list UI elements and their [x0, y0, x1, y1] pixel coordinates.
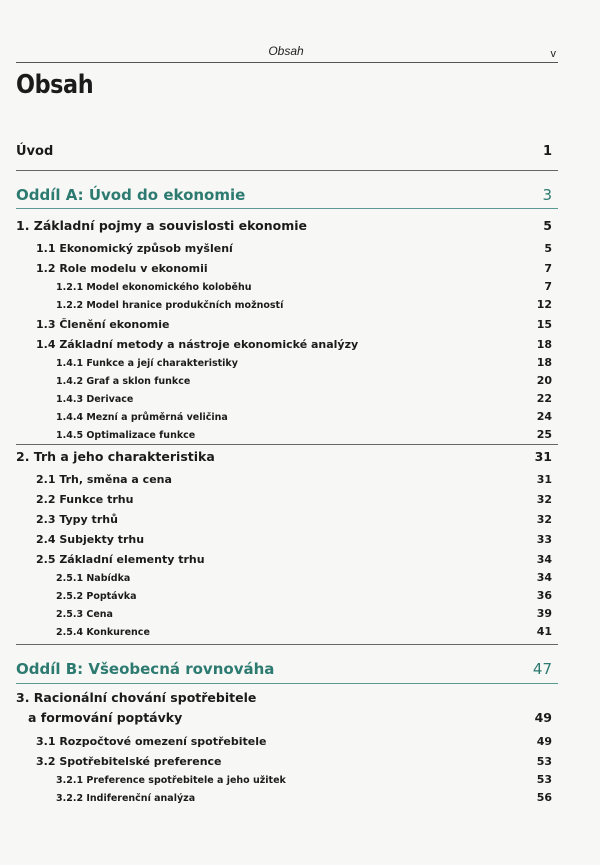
toc-entry-page: 1: [542, 144, 552, 159]
toc-section-b: [16, 660, 552, 678]
toc-entry-intro: [16, 144, 552, 159]
section-divider: [16, 208, 558, 209]
toc-entry-label: Oddíl B: Všeobecná rovnováha: [16, 660, 275, 678]
toc-subchapter: [16, 735, 552, 748]
toc-entry-page: 5: [544, 242, 552, 255]
toc-subsection: [16, 607, 552, 620]
toc-entry-label: 1.2 Role modelu v ekonomii: [36, 262, 208, 275]
toc-entry-label: 1.4.4 Mezní a průměrná veličina: [56, 412, 228, 423]
toc-subsection: [16, 589, 552, 602]
section-divider: [16, 170, 558, 171]
toc-subsection: [16, 356, 552, 369]
toc-entry-label: Oddíl A: Úvod do ekonomie: [16, 186, 246, 204]
toc-entry-label: 2.5 Základní elementy trhu: [36, 553, 205, 566]
toc-entry-page: 49: [536, 735, 552, 748]
toc-subsection: [16, 280, 552, 293]
toc-subchapter: [16, 533, 552, 546]
toc-entry-page: 34: [536, 571, 552, 584]
toc-entry-label: 2.5.2 Poptávka: [56, 591, 137, 602]
toc-entry-label: 2.3 Typy trhů: [36, 513, 118, 526]
toc-entry-label: 1.4.1 Funkce a její charakteristiky: [56, 358, 238, 369]
toc-chapter-continued: [16, 710, 552, 725]
toc-subsection: [16, 392, 552, 405]
toc-entry-label: 3.1 Rozpočtové omezení spotřebitele: [36, 735, 267, 748]
toc-entry-label: a formování poptávky: [28, 710, 183, 725]
toc-subsection: [16, 773, 552, 786]
section-divider: [16, 644, 558, 645]
toc-entry-page: 32: [536, 493, 552, 506]
toc-entry-page: 56: [536, 791, 552, 804]
toc-entry-page: 7: [544, 262, 552, 275]
toc-entry-label: 2.1 Trh, směna a cena: [36, 473, 172, 486]
toc-subchapter: [16, 755, 552, 768]
toc-entry-page: 49: [534, 710, 552, 725]
toc-subchapter: [16, 473, 552, 486]
toc-subsection: [16, 428, 552, 441]
toc-entry-page: 12: [536, 298, 552, 311]
toc-entry-page: 41: [536, 625, 552, 638]
toc-subsection: [16, 791, 552, 804]
toc-subchapter: [16, 262, 552, 275]
header-divider: [16, 62, 558, 63]
toc-entry-label: 1.4.3 Derivace: [56, 394, 134, 405]
toc-entry-page: 33: [536, 533, 552, 546]
toc-entry-label: 1.4.5 Optimalizace funkce: [56, 430, 196, 441]
toc-section-a: [16, 186, 552, 204]
toc-subchapter: [16, 318, 552, 331]
toc-entry-page: 25: [536, 428, 552, 441]
toc-entry-label: Úvod: [16, 144, 54, 159]
toc-subchapter: [16, 338, 552, 351]
toc-subsection: [16, 625, 552, 638]
toc-entry-label: 1.3 Členění ekonomie: [36, 318, 170, 331]
toc-entry-page: 22: [536, 392, 552, 405]
toc-entry-page: 15: [536, 318, 552, 331]
toc-entry-page: 31: [536, 473, 552, 486]
toc-entry-page: 53: [536, 773, 552, 786]
toc-subsection: [16, 374, 552, 387]
chapter-divider: [16, 444, 558, 445]
toc-entry-page: 32: [536, 513, 552, 526]
toc-entry-page: 3: [542, 186, 552, 204]
section-divider: [16, 683, 558, 684]
toc-entry-label: 2. Trh a jeho charakteristika: [16, 449, 215, 464]
toc-entry-label: 1.2.2 Model hranice produkčních možností: [56, 300, 284, 311]
toc-subsection: [16, 298, 552, 311]
toc-entry-page: 31: [534, 449, 552, 464]
toc-entry-label: 1.4.2 Graf a sklon funkce: [56, 376, 191, 387]
toc-entry-page: 18: [536, 338, 552, 351]
toc-entry-page: 18: [536, 356, 552, 369]
toc-entry-label: 2.5.4 Konkurence: [56, 627, 150, 638]
toc-entry-label: 2.4 Subjekty trhu: [36, 533, 145, 546]
toc-entry-label: 3.2.2 Indiferenční analýza: [56, 793, 196, 804]
toc-chapter: [16, 449, 552, 464]
toc-entry-page: 7: [544, 280, 552, 293]
toc-entry-label: 1.4 Základní metody a nástroje ekonomické analýzy: [36, 338, 359, 351]
toc-entry-label: 3.2 Spotřebitelské preference: [36, 755, 222, 768]
toc-subsection: [16, 410, 552, 423]
toc-entry-label: 2.5.1 Nabídka: [56, 573, 131, 584]
toc-subchapter: [16, 242, 552, 255]
toc-entry-page: 24: [536, 410, 552, 423]
toc-subchapter: [16, 513, 552, 526]
toc-entry-label: 1.2.1 Model ekonomického koloběhu: [56, 282, 252, 293]
toc-chapter: [16, 690, 552, 705]
toc-subchapter: [16, 553, 552, 566]
page-title: Obsah: [16, 70, 94, 100]
toc-entry-page: 47: [532, 660, 552, 678]
toc-entry-label: 1.1 Ekonomický způsob myšlení: [36, 242, 233, 255]
toc-entry-page: 20: [536, 374, 552, 387]
toc-entry-label: 2.5.3 Cena: [56, 609, 113, 620]
toc-entry-page: 34: [536, 553, 552, 566]
toc-chapter: [16, 218, 552, 233]
toc-entry-page: 5: [543, 218, 552, 233]
toc-entry-label: 3.2.1 Preference spotřebitele a jeho užitek: [56, 775, 286, 786]
toc-entry-page: 36: [536, 589, 552, 602]
toc-entry-page: 53: [536, 755, 552, 768]
toc-subchapter: [16, 493, 552, 506]
toc-entry-page: 39: [536, 607, 552, 620]
running-header-title: Obsah: [268, 44, 304, 58]
toc-subsection: [16, 571, 552, 584]
running-header-page-number: v: [550, 48, 556, 60]
toc-entry-label: 2.2 Funkce trhu: [36, 493, 134, 506]
toc-entry-label: 3. Racionální chování spotřebitele: [16, 690, 257, 705]
toc-entry-label: 1. Základní pojmy a souvislosti ekonomie: [16, 218, 307, 233]
